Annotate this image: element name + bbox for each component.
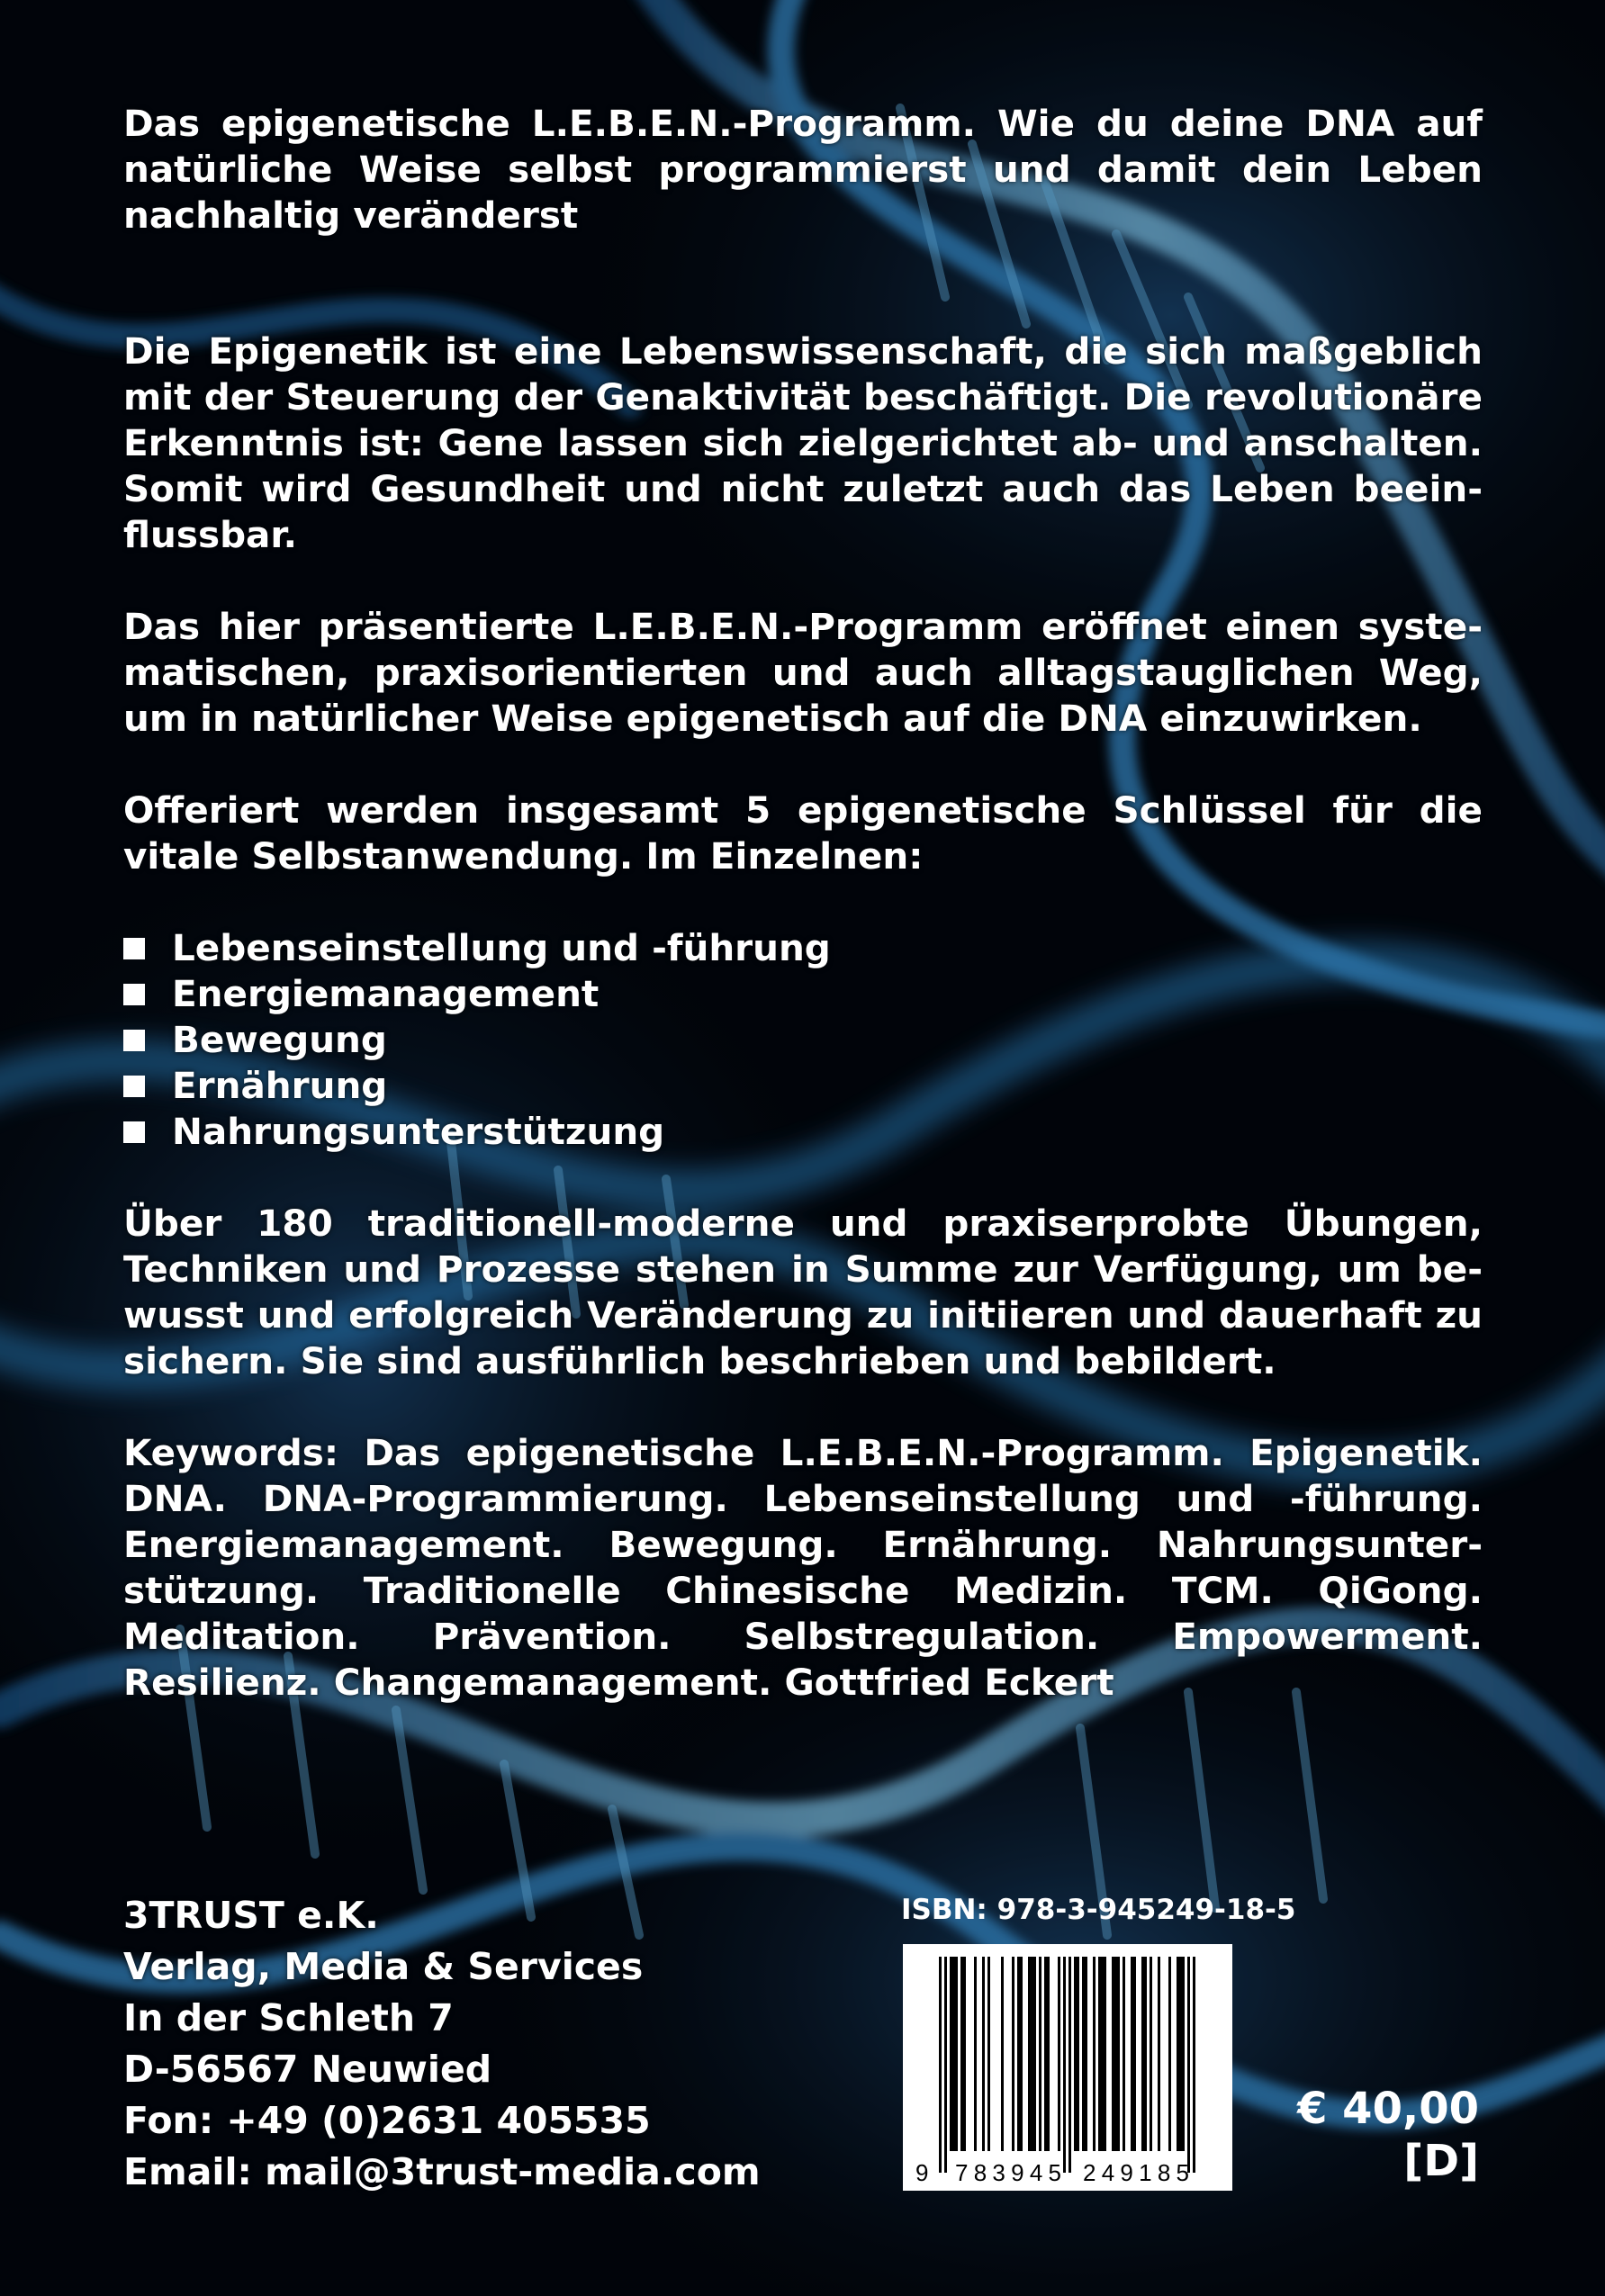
barcode-bar xyxy=(1158,1957,1160,2151)
barcode-bar xyxy=(1063,1957,1066,2173)
barcode-bar xyxy=(1101,1957,1104,2151)
publisher-name: 3TRUST e.K. xyxy=(123,1894,379,1937)
barcode-bar xyxy=(1144,1957,1147,2151)
publisher-address xyxy=(123,1890,761,2198)
barcode-bar xyxy=(1168,1957,1171,2151)
barcode-bar xyxy=(1033,1957,1036,2151)
barcode-bar xyxy=(1039,1957,1041,2151)
keywords-paragraph: Keywords: Das epigenetische L.E.B.E.N.-Programm. Epigenetik. DNA. DNA-Programmierung. Lebenseinstellung und -führung. Energiemanagement. Bewegung. Ernährung. Nahrungsunterstützung. Traditionelle Chinesische Medizin. TCM. QiGong. Meditation. Prävention. Selbstregulation. Empowerment. Resilienz. Changemanagement. Gottfried Eckert xyxy=(123,1431,1483,1704)
list-item: Lebenseinstellung und -führung xyxy=(123,925,1483,971)
barcode-bar xyxy=(1123,1957,1125,2151)
barcode-bar xyxy=(1114,1957,1117,2151)
barcode-bar xyxy=(974,1957,977,2151)
barcode-bar xyxy=(1193,1957,1195,2173)
barcode-bar xyxy=(1031,1957,1033,2151)
publisher-street: In der Schleth 7 xyxy=(123,1996,454,2039)
bullet-square-icon xyxy=(123,1030,145,1051)
price-block xyxy=(1297,2083,1479,2187)
program-paragraph: Das hier präsentierte L.E.B.E.N.-Programm eröffnet einen systematischen, praxisorientierten und auch alltagstauglichen Weg, um in natürlicher Weise epigenetisch auf die DNA einzuwirken. xyxy=(123,605,1483,740)
bullet-square-icon xyxy=(123,1121,145,1143)
barcode-bar xyxy=(1085,1957,1087,2151)
barcode-bar xyxy=(1012,1957,1014,2151)
barcode-bar xyxy=(1001,1957,1004,2151)
barcode-bar xyxy=(1141,1957,1144,2151)
barcode-bar xyxy=(1150,1957,1152,2151)
barcode-bar xyxy=(1028,1957,1031,2151)
barcode-bar xyxy=(939,1957,942,2173)
publisher-email: Email: mail@3trust-media.com xyxy=(123,2150,761,2193)
barcode-bar xyxy=(1112,1957,1114,2151)
bullet-square-icon xyxy=(123,984,145,1005)
publisher-phone: Fon: +49 (0)2631 405535 xyxy=(123,2099,651,2142)
list-item: Bewegung xyxy=(123,1017,1483,1063)
barcode-bar xyxy=(1177,1957,1179,2151)
barcode-left-digits: 783945 xyxy=(955,2159,1061,2186)
barcode-bar xyxy=(960,1957,963,2151)
barcode-bar xyxy=(1131,1957,1133,2151)
intro-paragraph: Die Epigenetik ist eine Lebenswissenschaft, die sich maßgeblich mit der Steuerung der Genaktivität beschäftigt. Die revolutionäre Erkenntnis ist: Gene lassen sich zielgerichtet ab- und anschalten. Somit wird Gesundheit und nicht zuletzt auch das Leben beeinflussbar. xyxy=(123,329,1483,556)
barcode-right-digits: 249185 xyxy=(1083,2159,1189,2186)
barcode-bar xyxy=(1017,1957,1020,2151)
bullet-square-icon xyxy=(123,938,145,959)
barcode-bar xyxy=(944,1957,947,2173)
barcode-first-digit: 9 xyxy=(915,2159,929,2186)
barcode-bar xyxy=(952,1957,955,2151)
barcode-bar xyxy=(950,1957,952,2151)
isbn-barcode xyxy=(903,1944,1232,2191)
barcode-bar xyxy=(1047,1957,1050,2151)
barcode-bar xyxy=(1179,1957,1182,2151)
description-text xyxy=(123,101,1483,1706)
list-item: Nahrungsunterstützung xyxy=(123,1109,1483,1155)
barcode-bar xyxy=(1104,1957,1106,2151)
barcode-bar xyxy=(1044,1957,1047,2151)
price-value: € 40,00 xyxy=(1297,2084,1479,2134)
barcode-bar xyxy=(1182,1957,1185,2151)
isbn-label: ISBN: 978-3-945249-18-5 xyxy=(901,1894,1296,1926)
barcode-bar xyxy=(1133,1957,1136,2151)
keys-list xyxy=(123,925,1483,1155)
list-item: Energiemanagement xyxy=(123,971,1483,1017)
barcode-bar xyxy=(963,1957,966,2151)
barcode-bar xyxy=(1098,1957,1101,2151)
keys-paragraph: Offeriert werden insgesamt 5 epigenetische Schlüssel für die vitale Selbstanwendung. Im Einzelnen: xyxy=(123,788,1483,878)
barcode-bar xyxy=(1058,1957,1060,2151)
exercises-paragraph: Über 180 traditionell-moderne und praxiserprobte Übungen, Techniken und Prozesse stehen in Summe zur Verfügung, um bewusst und erfolgreich Veränderung zu initiieren und dauerhaft zu sichern. Sie sind ausführlich beschrieben und bebildert. xyxy=(123,1202,1483,1382)
barcode-bar xyxy=(987,1957,990,2151)
barcode-bar xyxy=(1020,1957,1023,2151)
barcode-bar xyxy=(955,1957,958,2151)
barcode-bar xyxy=(1068,1957,1071,2173)
barcode-bar xyxy=(1093,1957,1096,2151)
price-region: [D] xyxy=(1403,2136,1479,2186)
bullet-square-icon xyxy=(123,1076,145,1097)
barcode-bar xyxy=(1074,1957,1077,2151)
barcode-bar xyxy=(1187,1957,1190,2173)
barcode-bar xyxy=(1082,1957,1085,2151)
list-item: Ernährung xyxy=(123,1063,1483,1109)
barcode-bar xyxy=(1077,1957,1079,2151)
publisher-city: D-56567 Neuwied xyxy=(123,2048,492,2091)
barcode-graphic xyxy=(903,1944,1232,2191)
book-title-paragraph: Das epigenetische L.E.B.E.N.-Programm. Wie du deine DNA auf natürliche Weise selbst programmierst und damit dein Leben nachhaltig veränderst xyxy=(123,102,1483,237)
barcode-bar xyxy=(982,1957,985,2151)
barcode-bar xyxy=(1117,1957,1120,2151)
publisher-tagline: Verlag, Media & Services xyxy=(123,1945,644,1988)
